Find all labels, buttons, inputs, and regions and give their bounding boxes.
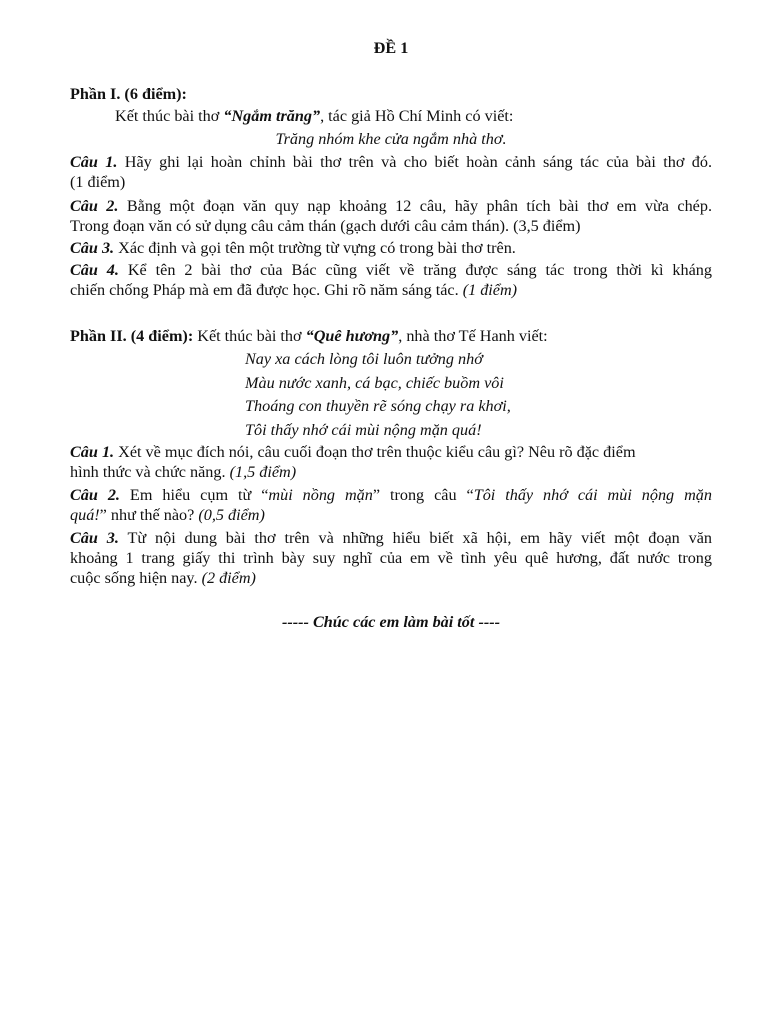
- closing-message: ----- Chúc các em làm bài tốt ----: [281, 613, 501, 631]
- question-text: Hãy ghi lại hoàn chỉnh bài thơ trên và cho biết hoàn cảnh sáng tác của bài thơ đó.: [117, 153, 712, 171]
- question-label: Câu 2.: [70, 197, 119, 215]
- part1-q4-line2: [70, 280, 712, 300]
- part2-q1-line2: [70, 462, 712, 482]
- part2-intro-text-2: , nhà thơ Tế Hanh viết:: [398, 327, 548, 345]
- part1-q2-line1: [70, 196, 712, 216]
- part1-verse: Trăng nhóm khe cửa ngắm nhà thơ.: [275, 130, 507, 148]
- question-text: Kể tên 2 bài thơ của Bác cũng viết về trăng được sáng tác trong thời kì kháng: [118, 261, 712, 279]
- part1-heading: Phần I. (6 điểm):: [70, 85, 187, 103]
- question-text: chiến chống Pháp mà em đã được học. Ghi rõ năm sáng tác.: [70, 281, 463, 299]
- question-text: Từ nội dung bài thơ trên và những hiểu biết xã hội, em hãy viết một đoạn văn: [118, 529, 712, 547]
- points-label: (1 điểm): [462, 281, 518, 299]
- question-text: hình thức và chức năng.: [70, 463, 230, 481]
- quoted-sentence-end: quá!: [70, 506, 100, 524]
- part2-verse-3: Thoáng con thuyền rẽ sóng chạy ra khơi,: [245, 397, 511, 415]
- part2-q1-line1: [70, 442, 712, 462]
- part2-poem-title: “Quê hương”: [305, 327, 399, 345]
- quoted-sentence: Tôi thấy nhớ cái mùi nộng mặn: [473, 486, 712, 504]
- part2-q2-line2: [70, 505, 712, 525]
- exam-title: ĐỀ 1: [373, 39, 409, 57]
- question-label: Câu 2.: [70, 486, 120, 504]
- part2-verse-1: Nay xa cách lòng tôi luôn tưởng nhớ: [245, 350, 483, 368]
- question-text: cuộc sống hiện nay.: [70, 569, 202, 587]
- question-text: ” như thế nào?: [99, 506, 199, 524]
- question-text: Xác định và gọi tên một trường từ vựng có trong bài thơ trên.: [114, 239, 516, 257]
- question-label: Câu 4.: [70, 261, 119, 279]
- question-text: Em hiểu cụm từ “: [119, 486, 269, 504]
- part2-verse-2: Màu nước xanh, cá bạc, chiếc buồm vôi: [245, 374, 504, 392]
- part1-q4-line1: [70, 260, 712, 280]
- part2-heading: Phần II. (4 điểm):: [70, 327, 194, 345]
- question-label: Câu 1.: [70, 443, 115, 461]
- question-text: Xét về mục đích nói, câu cuối đoạn thơ trên thuộc kiểu câu gì? Nêu rõ đặc điểm: [114, 443, 636, 461]
- part2-q3-line3: [70, 568, 712, 588]
- points-label: (0,5 điểm): [198, 506, 265, 524]
- part2-q2-line1: [70, 485, 712, 505]
- part2-intro-text: Kết thúc bài thơ: [193, 327, 306, 345]
- question-text-2: ” trong câu “: [372, 486, 474, 504]
- part2-heading-line: [70, 326, 712, 346]
- quoted-phrase: mùi nồng mặn: [268, 486, 373, 504]
- part1-intro: [115, 106, 715, 126]
- question-label: Câu 3.: [70, 529, 119, 547]
- part1-poem-title: “Ngắm trăng”: [223, 107, 321, 125]
- part1-q3-line1: [70, 238, 712, 258]
- question-label: Câu 3.: [70, 239, 115, 257]
- part1-q1-line1: [70, 152, 712, 172]
- part2-q3-line2: khoảng 1 trang giấy thi trình bày suy nghĩ của em về tình yêu quê hương, đất nước trong: [70, 549, 712, 567]
- points-label: (2 điểm): [201, 569, 256, 587]
- points-label: (1,5 điểm): [229, 463, 297, 481]
- question-text: Bằng một đoạn văn quy nạp khoảng 12 câu, hãy phân tích bài thơ em vừa chép.: [118, 197, 712, 215]
- part1-intro-text-2: , tác giả Hồ Chí Minh có viết:: [320, 107, 514, 125]
- part1-q1-line2: (1 điểm): [70, 173, 126, 191]
- question-label: Câu 1.: [70, 153, 118, 171]
- part2-verse-4: Tôi thấy nhớ cái mùi nộng mặn quá!: [245, 421, 482, 439]
- part1-q2-line2: Trong đoạn văn có sử dụng câu cảm thán (gạch dưới câu cảm thán). (3,5 điểm): [70, 217, 581, 235]
- part2-q3-line1: [70, 528, 712, 548]
- part1-intro-text: Kết thúc bài thơ: [115, 107, 224, 125]
